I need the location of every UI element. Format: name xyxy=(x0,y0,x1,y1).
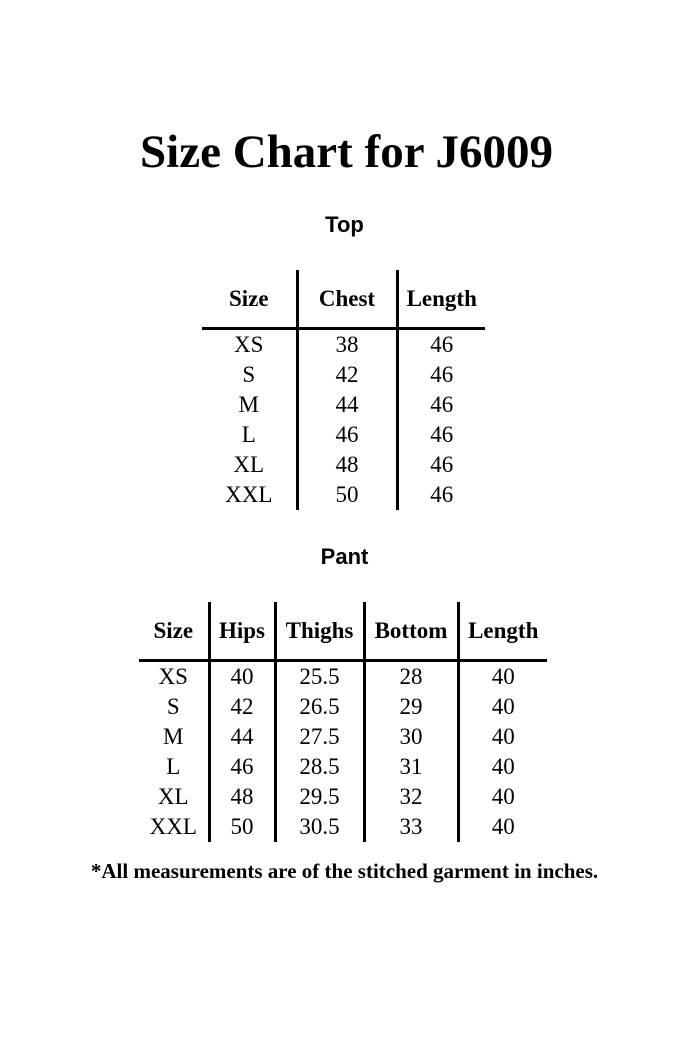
length-cell: 40 xyxy=(491,814,515,839)
column-header-bottom: Bottom xyxy=(364,602,458,661)
thighs-cell: 27.5 xyxy=(275,722,364,752)
length-cell: 40 xyxy=(491,784,515,809)
top-section-heading: Top xyxy=(325,212,364,237)
length-cell: 46 xyxy=(430,482,454,507)
table-row xyxy=(139,661,547,693)
table-row xyxy=(139,752,547,782)
length-cell: 40 xyxy=(491,664,515,689)
column-header-chest: Chest xyxy=(297,270,397,329)
size-cell: XL xyxy=(139,782,209,812)
pant-section-heading: Pant xyxy=(320,544,369,569)
hips-cell: 42 xyxy=(209,692,275,722)
size-cell: S xyxy=(139,692,209,722)
table-row xyxy=(202,329,485,361)
column-header-size: Size xyxy=(139,602,209,661)
size-cell: XL xyxy=(202,450,297,480)
thighs-cell: 25.5 xyxy=(275,661,364,693)
column-header-size: Size xyxy=(202,270,297,329)
size-cell: XXL xyxy=(202,480,297,510)
column-header-hips: Hips xyxy=(209,602,275,661)
length-cell: 40 xyxy=(491,724,515,749)
thighs-cell: 28.5 xyxy=(275,752,364,782)
thighs-cell: 29.5 xyxy=(275,782,364,812)
pant-size-table xyxy=(139,602,547,842)
table-row xyxy=(202,480,485,510)
size-cell: XS xyxy=(139,661,209,693)
length-cell: 46 xyxy=(430,452,454,477)
thighs-cell: 30.5 xyxy=(275,812,364,842)
top-size-table xyxy=(202,270,485,510)
length-cell: 40 xyxy=(491,694,515,719)
column-header-length: Length xyxy=(397,270,485,329)
size-cell: XS xyxy=(202,329,297,361)
size-cell: S xyxy=(202,360,297,390)
table-row xyxy=(139,812,547,842)
size-cell: L xyxy=(139,752,209,782)
bottom-cell: 31 xyxy=(364,752,458,782)
column-header-length: Length xyxy=(458,602,547,661)
size-cell: XXL xyxy=(139,812,209,842)
table-row xyxy=(139,722,547,752)
length-cell: 46 xyxy=(430,332,454,357)
chest-cell: 50 xyxy=(297,480,397,510)
bottom-cell: 33 xyxy=(364,812,458,842)
hips-cell: 44 xyxy=(209,722,275,752)
length-cell: 46 xyxy=(430,362,454,387)
chest-cell: 42 xyxy=(297,360,397,390)
size-cell: L xyxy=(202,420,297,450)
bottom-cell: 30 xyxy=(364,722,458,752)
hips-cell: 48 xyxy=(209,782,275,812)
table-header-row xyxy=(202,270,485,329)
table-row xyxy=(202,390,485,420)
chest-cell: 38 xyxy=(297,329,397,361)
bottom-cell: 28 xyxy=(364,661,458,693)
table-row xyxy=(139,692,547,722)
length-cell: 46 xyxy=(430,422,454,447)
table-row xyxy=(202,360,485,390)
size-cell: M xyxy=(202,390,297,420)
length-cell: 46 xyxy=(430,392,454,417)
table-row xyxy=(202,450,485,480)
chest-cell: 48 xyxy=(297,450,397,480)
hips-cell: 50 xyxy=(209,812,275,842)
table-row xyxy=(202,420,485,450)
measurement-footnote: *All measurements are of the stitched garment in inches. xyxy=(90,859,599,883)
bottom-cell: 29 xyxy=(364,692,458,722)
column-header-thighs: Thighs xyxy=(275,602,364,661)
bottom-cell: 32 xyxy=(364,782,458,812)
length-cell: 40 xyxy=(491,754,515,779)
hips-cell: 46 xyxy=(209,752,275,782)
page-title: Size Chart for J6009 xyxy=(140,126,553,178)
hips-cell: 40 xyxy=(209,661,275,693)
chest-cell: 46 xyxy=(297,420,397,450)
chest-cell: 44 xyxy=(297,390,397,420)
size-cell: M xyxy=(139,722,209,752)
table-header-row xyxy=(139,602,547,661)
thighs-cell: 26.5 xyxy=(275,692,364,722)
table-row xyxy=(139,782,547,812)
